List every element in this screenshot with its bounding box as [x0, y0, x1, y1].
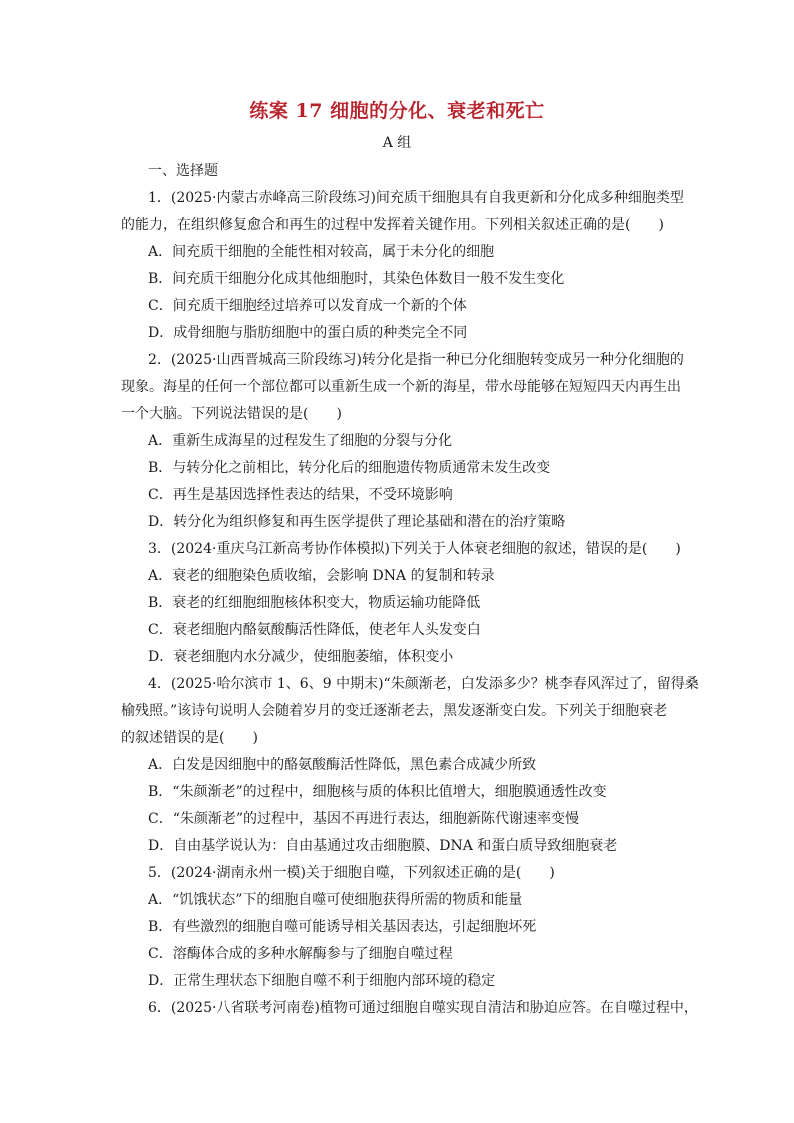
question-2-option-a: A．重新生成海星的过程发生了细胞的分裂与分化: [148, 433, 453, 449]
question-2-option-d: D．转分化为组织修复和再生医学提供了理论基础和潜在的治疗策略: [148, 514, 566, 530]
question-4-stem-line-1: 4．(2025·哈尔滨市 1、6、9 中期末)“朱颜渐老，白发添多少？桃李春风浑过了，留得桑: [148, 676, 699, 692]
question-4-stem-line-3: 的叙述错误的是( ): [121, 730, 258, 746]
question-6-stem-line-1: 6．(2025·八省联考河南卷)植物可通过细胞自噬实现自清洁和胁迫应答。在自噬过程中，: [148, 1000, 698, 1016]
question-4-option-c: C．“朱颜渐老”的过程中，基因不再进行表达，细胞新陈代谢速率变慢: [148, 811, 580, 827]
group-label: A 组: [382, 135, 412, 151]
question-1-option-d: D．成骨细胞与脂肪细胞中的蛋白质的种类完全不同: [148, 325, 468, 341]
question-2-stem-line-3: 一个大脑。下列说法错误的是( ): [121, 406, 342, 422]
question-4-stem-line-2: 榆残照。”该诗句说明人会随着岁月的变迁逐渐老去，黑发逐渐变白发。下列关于细胞衰老: [121, 703, 668, 719]
page-title: 练案 17 细胞的分化、衰老和死亡: [249, 100, 545, 122]
question-1-option-a: A．间充质干细胞的全能性相对较高，属于未分化的细胞: [148, 244, 495, 260]
question-3-option-d: D．衰老细胞内水分减少，使细胞萎缩，体积变小: [148, 649, 454, 665]
question-3-option-a: A．衰老的细胞染色质收缩，会影响 DNA 的复制和转录: [148, 568, 495, 584]
section-heading: 一、选择题: [148, 163, 218, 179]
question-4-option-d: D．自由基学说认为：自由基通过攻击细胞膜、DNA 和蛋白质导致细胞衰老: [148, 838, 618, 854]
question-3-option-c: C．衰老细胞内酪氨酸酶活性降低，使老年人头发变白: [148, 622, 481, 638]
question-1-stem-line-1: 1．(2025·内蒙古赤峰高三阶段练习)间充质干细胞具有自我更新和分化成多种细胞类型: [148, 190, 684, 206]
question-4-option-a: A．白发是因细胞中的酪氨酸酶活性降低，黑色素合成减少所致: [148, 757, 537, 773]
question-5-option-d: D．正常生理状态下细胞自噬不利于细胞内部环境的稳定: [148, 973, 496, 989]
question-4-option-b: B．“朱颜渐老”的过程中，细胞核与质的体积比值增大，细胞膜通透性改变: [148, 784, 607, 800]
question-5-option-b: B．有些激烈的细胞自噬可能诱导相关基因表达，引起细胞坏死: [148, 919, 537, 935]
question-3-stem-line-1: 3．(2024·重庆乌江新高考协作体模拟)下列关于人体衰老细胞的叙述，错误的是( ): [148, 541, 681, 557]
question-3-option-b: B．衰老的红细胞细胞核体积变大，物质运输功能降低: [148, 595, 481, 611]
question-1-stem-line-2: 的能力，在组织修复愈合和再生的过程中发挥着关键作用。下列相关叙述正确的是( ): [121, 217, 664, 233]
question-5-stem-line-1: 5．(2024·湖南永州一模)关于细胞自噬，下列叙述正确的是( ): [148, 865, 555, 881]
question-5-option-a: A．“饥饿状态”下的细胞自噬可使细胞获得所需的物质和能量: [148, 892, 523, 908]
question-2-stem-line-1: 2．(2025·山西晋城高三阶段练习)转分化是指一种已分化细胞转变成另一种分化细胞的: [148, 352, 684, 368]
question-2-option-c: C．再生是基因选择性表达的结果，不受环境影响: [148, 487, 453, 503]
question-2-stem-line-2: 现象。海星的任何一个部位都可以重新生成一个新的海星，带水母能够在短短四天内再生出: [121, 379, 681, 395]
question-2-option-b: B．与转分化之前相比，转分化后的细胞遗传物质通常未发生改变: [148, 460, 551, 476]
question-1-option-b: B．间充质干细胞分化成其他细胞时，其染色体数目一般不发生变化: [148, 271, 565, 287]
question-5-option-c: C．溶酶体合成的多种水解酶参与了细胞自噬过程: [148, 946, 453, 962]
question-1-option-c: C．间充质干细胞经过培养可以发育成一个新的个体: [148, 298, 467, 314]
